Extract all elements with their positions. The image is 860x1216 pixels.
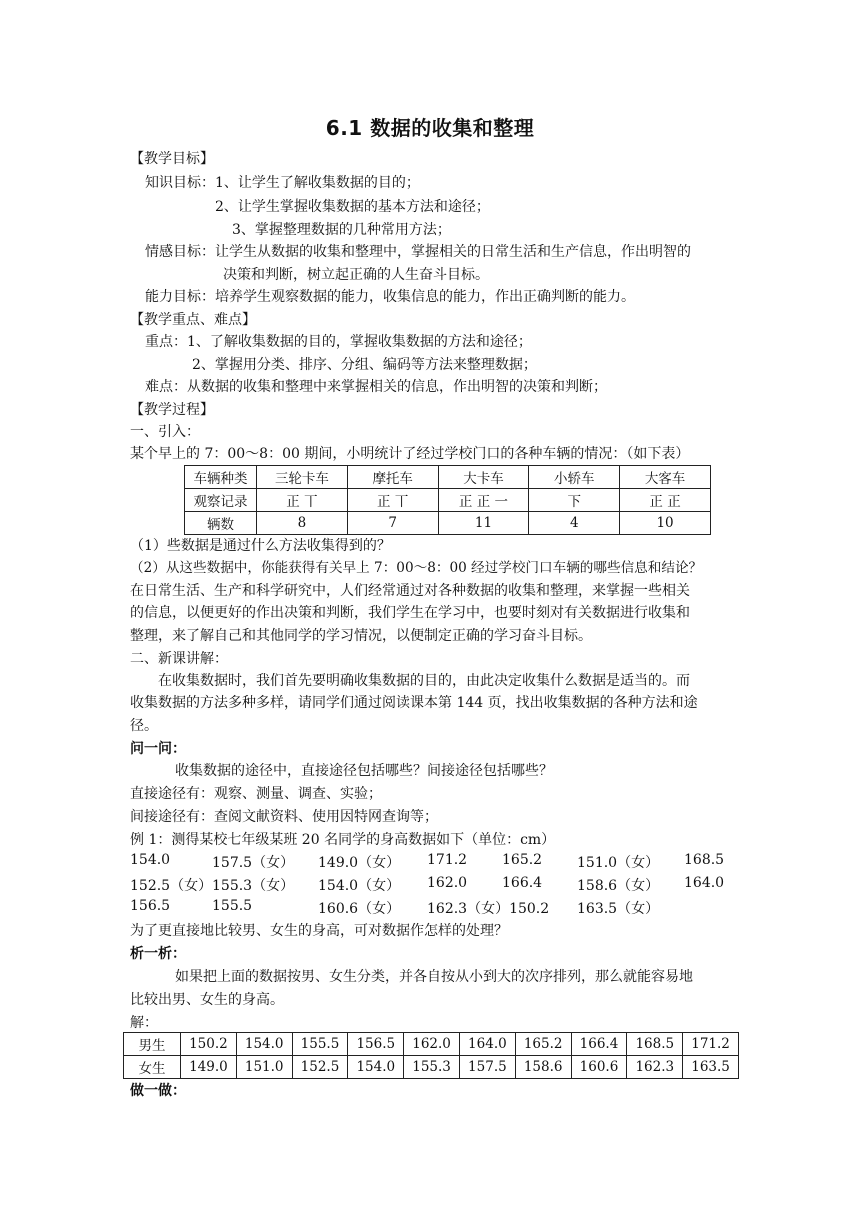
table-cell: 150.2 <box>181 1033 237 1056</box>
table-cell: 171.2 <box>683 1033 739 1056</box>
height-value: 162.3（女）150.2 <box>427 901 550 917</box>
new-lesson-heading: 二、新课讲解： <box>130 651 228 667</box>
paragraph-line: 在收集数据时，我们首先要明确收集数据的目的，由此决定收集什么数据是适当的。而 <box>158 673 690 689</box>
table-cell: 小轿车 <box>529 466 620 489</box>
emotion-goal-line-1: 情感目标：让学生从数据的收集和整理中，掌握相关的日常生活和生产信息，作出明智的 <box>145 244 691 260</box>
table-cell: 152.5 <box>292 1056 348 1079</box>
table-cell: 160.6 <box>571 1056 627 1079</box>
goals-heading: 【教学目标】 <box>130 151 214 167</box>
height-value: 165.2 <box>502 852 543 868</box>
sorted-heights-table <box>123 1032 739 1079</box>
table-cell: 车辆种类 <box>185 466 257 489</box>
table-cell: 男生 <box>124 1033 181 1056</box>
table-cell: 157.5 <box>459 1056 515 1079</box>
height-value: 162.0 <box>427 875 468 891</box>
paragraph-line: 如果把上面的数据按男、女生分类，并各自按从小到大的次序排列，那么就能容易地 <box>175 969 693 985</box>
table-row <box>185 466 711 489</box>
table-cell: 8 <box>257 512 348 535</box>
question-2: （2）从这些数据中，你能获得有关早上 7：00～8：00 经过学校门口车辆的哪些信息和结论？ <box>130 560 703 576</box>
height-value: 163.5（女） <box>577 901 660 917</box>
solution-label: 解： <box>130 1015 158 1031</box>
paragraph-line: 收集数据的方法多种多样，请同学们通过阅读课本第 144 页，找出收集数据的各种方法和途 <box>130 695 698 711</box>
height-value: 164.0 <box>684 875 725 891</box>
height-value: 158.6（女） <box>577 878 660 894</box>
emotion-goal-line-2: 决策和判断，树立起正确的人生奋斗目标。 <box>223 267 489 283</box>
table-row <box>124 1033 739 1056</box>
table-cell: 大卡车 <box>438 466 529 489</box>
table-cell: 辆数 <box>185 512 257 535</box>
table-cell: 162.3 <box>627 1056 683 1079</box>
table-cell: 151.0 <box>236 1056 292 1079</box>
height-value: 160.6（女） <box>318 901 401 917</box>
height-value: 154.0（女） <box>318 878 401 894</box>
direct-ways: 直接途径有：观察、测量、调查、实验； <box>130 786 382 802</box>
table-cell: 正 丅 <box>347 489 438 512</box>
table-row <box>124 1056 739 1079</box>
example-1: 例 1：测得某校七年级某班 20 名同学的身高数据如下（单位：cm） <box>130 832 556 848</box>
knowledge-goal-2: 2、让学生掌握收集数据的基本方法和途径； <box>215 199 490 215</box>
table-cell: 149.0 <box>181 1056 237 1079</box>
height-value: 151.0（女） <box>577 855 660 871</box>
height-value: 154.0 <box>130 852 171 868</box>
table-cell: 155.3 <box>404 1056 460 1079</box>
height-value: 166.4 <box>502 875 543 891</box>
paragraph-line: 径。 <box>130 718 158 734</box>
table-cell: 三轮卡车 <box>257 466 348 489</box>
table-cell: 164.0 <box>459 1033 515 1056</box>
height-value: 157.5（女） <box>212 855 295 871</box>
key-point-2: 2、掌握用分类、排序、分组、编码等方法来整理数据； <box>192 357 537 373</box>
question-1: （1）些数据是通过什么方法收集得到的？ <box>130 538 391 554</box>
table-cell: 10 <box>620 512 711 535</box>
paragraph-line: 的信息，以便更好的作出决策和判断，我们学生在学习中，也要时刻对有关数据进行收集和 <box>130 605 690 621</box>
table-cell: 11 <box>438 512 529 535</box>
process-heading: 【教学过程】 <box>130 402 214 418</box>
key-points-heading: 【教学重点、难点】 <box>130 312 256 328</box>
difficulty-point: 难点：从数据的收集和整理中来掌握相关的信息，作出明智的决策和判断； <box>145 379 607 395</box>
table-cell: 155.5 <box>292 1033 348 1056</box>
height-value: 168.5 <box>684 852 725 868</box>
do-heading: 做一做： <box>130 1083 186 1099</box>
analysis-question: 为了更直接地比较男、女生的身高，可对数据作怎样的处理？ <box>130 923 508 939</box>
table-cell: 大客车 <box>620 466 711 489</box>
table-cell: 4 <box>529 512 620 535</box>
table-cell: 正 正 <box>620 489 711 512</box>
paragraph-line: 整理，来了解自己和其他同学的学习情况，以便制定正确的学习奋斗目标。 <box>130 628 592 644</box>
paragraph-line: 比较出男、女生的身高。 <box>130 992 284 1008</box>
table-row <box>185 512 711 535</box>
table-cell: 166.4 <box>571 1033 627 1056</box>
table-cell: 154.0 <box>236 1033 292 1056</box>
table-row <box>185 489 711 512</box>
table-cell: 168.5 <box>627 1033 683 1056</box>
table-cell: 7 <box>347 512 438 535</box>
intro-heading: 一、引入： <box>130 424 200 440</box>
page-title: 6.1 数据的收集和整理 <box>325 116 535 140</box>
table-cell: 下 <box>529 489 620 512</box>
height-value: 152.5（女） <box>130 878 213 894</box>
indirect-ways: 间接途径有：查阅文献资料、使用因特网查询等； <box>130 809 438 825</box>
table-cell: 正 正 一 <box>438 489 529 512</box>
ability-goal: 能力目标：培养学生观察数据的能力，收集信息的能力，作出正确判断的能力。 <box>145 289 635 305</box>
knowledge-goal-3: 3、掌握整理数据的几种常用方法； <box>232 222 451 238</box>
table-cell: 观察记录 <box>185 489 257 512</box>
paragraph-line: 在日常生活、生产和科学研究中，人们经常通过对各种数据的收集和整理，来掌握一些相关 <box>130 583 690 599</box>
vehicle-tally-table <box>184 465 711 535</box>
key-point-1: 重点：1、了解收集数据的目的，掌握收集数据的方法和途径； <box>145 334 532 350</box>
height-value: 149.0（女） <box>318 855 401 871</box>
table-cell: 156.5 <box>348 1033 404 1056</box>
table-cell: 158.6 <box>515 1056 571 1079</box>
table-cell: 女生 <box>124 1056 181 1079</box>
analysis-heading: 析一析： <box>130 946 186 962</box>
table-cell: 摩托车 <box>347 466 438 489</box>
knowledge-goal-1: 知识目标：1、让学生了解收集数据的目的； <box>145 175 420 191</box>
table-cell: 162.0 <box>404 1033 460 1056</box>
height-value: 171.2 <box>427 852 468 868</box>
ask-text: 收集数据的途径中，直接途径包括哪些？间接途径包括哪些？ <box>175 763 553 779</box>
intro-text: 某个早上的 7：00～8：00 期间，小明统计了经过学校门口的各种车辆的情况：（如下表） <box>130 446 690 462</box>
height-value: 155.5 <box>212 898 253 914</box>
table-cell: 165.2 <box>515 1033 571 1056</box>
table-cell: 163.5 <box>683 1056 739 1079</box>
height-value: 156.5 <box>130 898 171 914</box>
table-cell: 正 丅 <box>257 489 348 512</box>
height-value: 155.3（女） <box>212 878 295 894</box>
ask-heading: 问一问： <box>130 741 186 757</box>
table-cell: 154.0 <box>348 1056 404 1079</box>
